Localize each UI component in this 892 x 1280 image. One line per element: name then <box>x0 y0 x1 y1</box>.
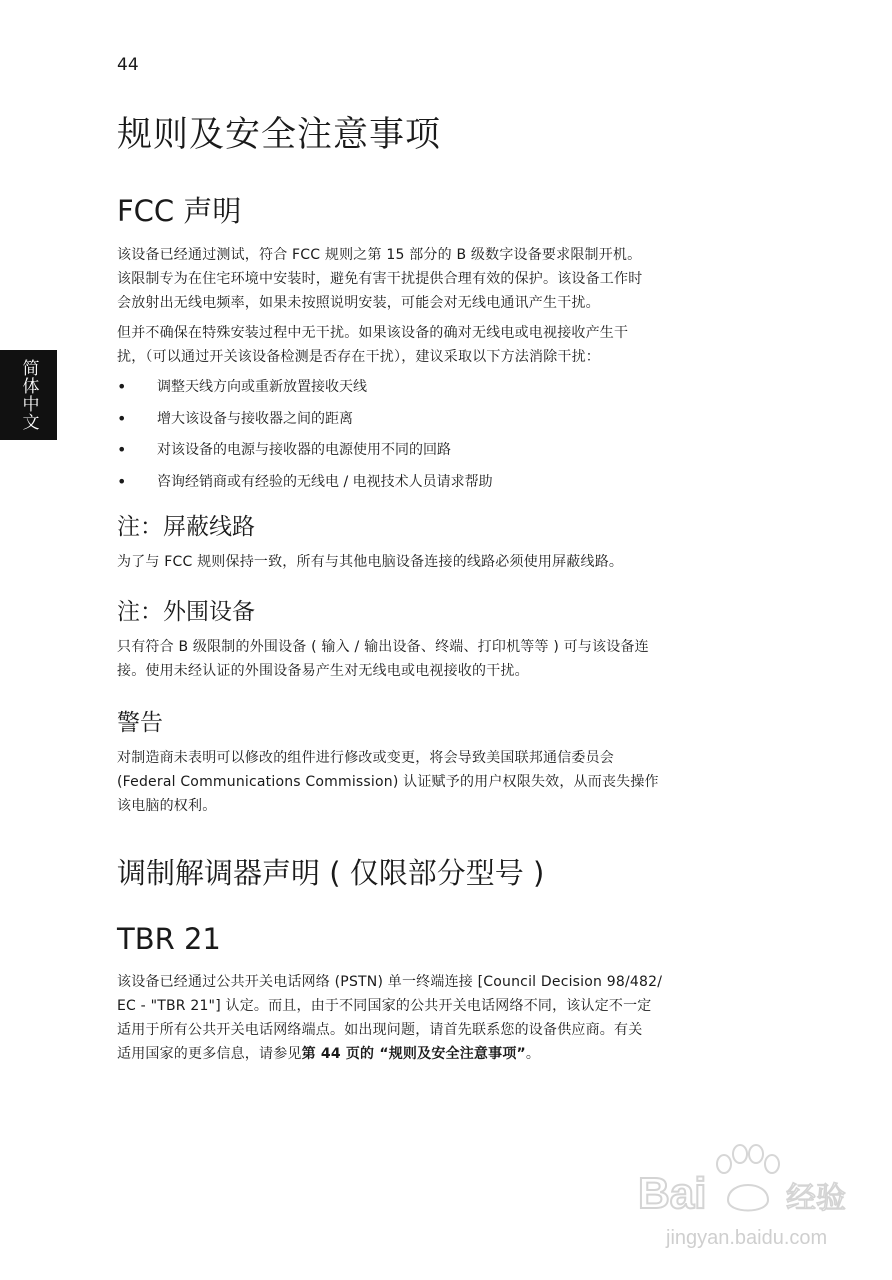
fcc-para1-line2: 该限制专为在住宅环境中安装时，避免有害干扰提供合理有效的保护。该设备工作时 <box>117 271 643 287</box>
tbr21-line3: 适用于所有公共开关电话网络端点。如出现问题，请首先联系您的设备供应商。有关 <box>117 1021 643 1038</box>
list-item: • 调整天线方向或重新放置接收天线 <box>117 375 767 399</box>
interference-remedy-list <box>117 375 767 494</box>
baidu-jingyan-watermark <box>636 1140 876 1260</box>
tbr21-paragraph <box>117 970 767 1066</box>
shielded-cables-text: 为了与 FCC 规则保持一致，所有与其他电脑设备连接的线路必须使用屏蔽线路。 <box>117 553 624 570</box>
tbr21-line2: EC - "TBR 21"] 认定。而且，由于不同国家的公共开关电话网络不同，该认定不一定 <box>117 997 652 1014</box>
watermark-brand-suffix: 经验 <box>786 1181 846 1216</box>
shielded-cables-heading: 注：屏蔽线路 <box>117 513 255 540</box>
peripheral-line2: 接。使用未经认证的外围设备易产生对无线电或电视接收的干扰。 <box>117 662 529 679</box>
list-item: • 咨询经销商或有经验的无线电 / 电视技术人员请求帮助 <box>117 470 767 494</box>
warning-line2: (Federal Communications Commission) 认证赋予的用户权限失效，从而丧失操作 <box>117 773 659 790</box>
page-number: 44 <box>117 55 139 75</box>
warning-paragraph <box>117 746 767 818</box>
language-tab-label: 简体中文 <box>18 359 39 431</box>
peripheral-heading: 注：外围设备 <box>117 598 255 625</box>
list-item: • 增大该设备与接收器之间的距离 <box>117 407 767 431</box>
tbr21-line1: 该设备已经通过公共开关电话网络 (PSTN) 单一终端连接 [Council Decision 98/482/ <box>117 973 663 990</box>
modem-heading: 调制解调器声明 ( 仅限部分型号 ) <box>117 855 545 890</box>
warning-line3: 该电脑的权利。 <box>117 797 217 814</box>
fcc-para1-line3: 会放射出无线电频率，如果未按照说明安装，可能会对无线电通讯产生干扰。 <box>117 295 600 311</box>
fcc-para2-line2: 扰，（可以通过开关该设备检测是否存在干扰），建议采取以下方法消除干扰： <box>117 349 600 365</box>
fcc-paragraph-2 <box>117 321 767 369</box>
watermark-url: jingyan.baidu.com <box>666 1227 828 1249</box>
fcc-paragraph-1 <box>117 243 767 315</box>
paw-logo-icon <box>717 1145 779 1211</box>
warning-line1: 对制造商未表明可以修改的组件进行修改或变更，将会导致美国联邦通信委员会 <box>117 749 614 766</box>
peripheral-paragraph <box>117 635 767 683</box>
page-title: 规则及安全注意事项 <box>117 115 442 155</box>
tbr21-line4-suffix: 。 <box>525 1045 541 1062</box>
tbr21-line4-prefix: 适用国家的更多信息，请参见 <box>117 1045 302 1062</box>
watermark-brand: Bai <box>638 1169 707 1218</box>
fcc-heading: FCC 声明 <box>117 194 242 228</box>
peripheral-line1: 只有符合 B 级限制的外围设备 ( 输入 / 输出设备、终端、打印机等等 ) 可与该设备连 <box>117 638 649 655</box>
tbr21-line4 <box>117 1042 767 1066</box>
tbr21-heading: TBR 21 <box>117 921 221 956</box>
cross-reference-link[interactable]: 第 44 页的 “规则及安全注意事项” <box>301 1045 526 1062</box>
page-content <box>117 110 767 1066</box>
fcc-para2-line1: 但并不确保在特殊安装过程中无干扰。如果该设备的确对无线电或电视接收产生干 <box>117 325 629 341</box>
warning-heading: 警告 <box>117 709 163 736</box>
list-item: • 对该设备的电源与接收器的电源使用不同的回路 <box>117 438 767 462</box>
language-tab <box>0 350 57 440</box>
fcc-para1-line1: 该设备已经通过测试，符合 FCC 规则之第 15 部分的 B 级数字设备要求限制开机。 <box>117 247 642 263</box>
